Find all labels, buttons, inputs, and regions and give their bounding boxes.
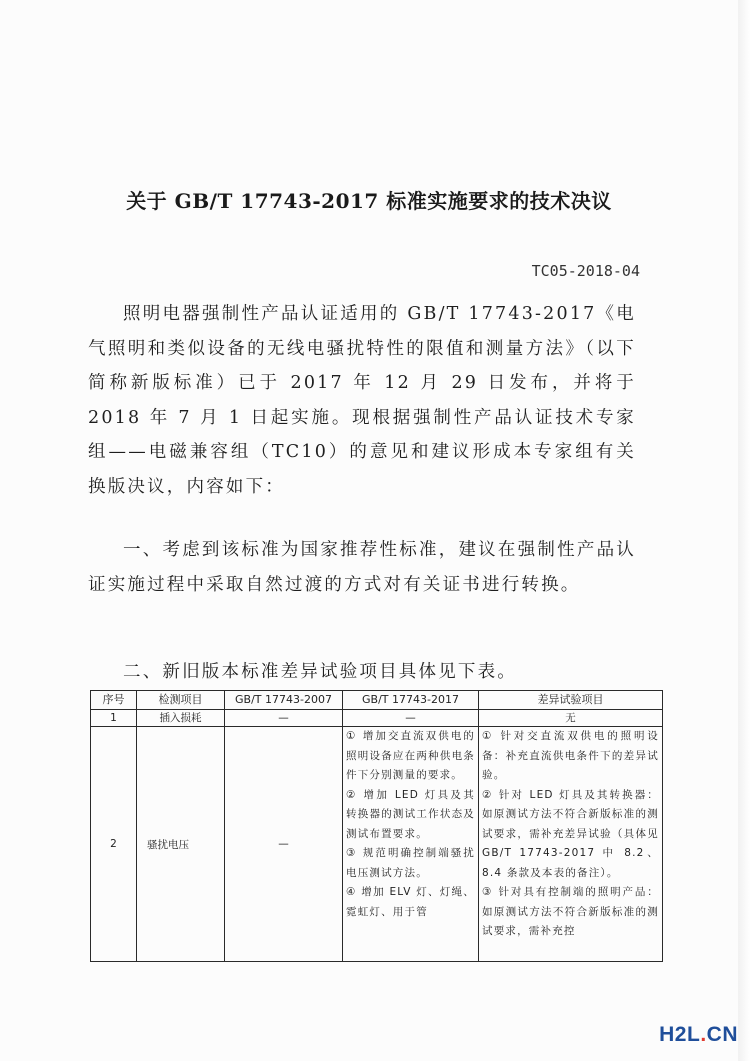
diff-test-2: ② 针对 LED 灯具及其转换器：如原测试方法不符合新版标准的测试要求，需补充差异试验（具体见 GB/T 17743-2017 中 8.2、8.4 条款及本表的备注）。 — [482, 788, 659, 879]
document-number: TC05-2018-04 — [531, 262, 640, 280]
header-new-standard: GB/T 17743-2017 — [343, 691, 479, 710]
new-change-2: ② 增加 LED 灯具及其转换器的测试工作状态及测试布置要求。 — [346, 788, 475, 840]
header-diff-tests: 差异试验项目 — [479, 691, 663, 710]
table-row — [91, 710, 663, 727]
new-change-3: ③ 规范明确控制端骚扰电压测试方法。 — [346, 847, 475, 879]
new-change-4: ④ 增加 ELV 灯、灯绳、霓虹灯、用于管 — [346, 886, 475, 918]
diff-test-1: ① 针对交直流双供电的照明设备：补充直流供电条件下的差异试验。 — [482, 730, 659, 781]
paragraph-intro: 照明电器强制性产品认证适用的 GB/T 17743-2017《电气照明和类似设备的无线电骚扰特性的限值和测量方法》（以下简称新版标准）已于 2017 年 12 月 29 日发布，并将于 2018 年 7 月 1 日起实施。现根据强制性产品认证技术专家组——电磁兼容组（TC10）的意见和建议形成本专家组有关换版决议，内容如下： — [88, 304, 636, 497]
paragraph-item-two: 二、新旧版本标准差异试验项目具体见下表。 — [123, 662, 517, 682]
cell-new — [343, 727, 479, 962]
header-no: 序号 — [91, 691, 137, 710]
cell-new: — — [343, 710, 479, 727]
cell-item: 插入损耗 — [137, 710, 225, 727]
header-old-standard: GB/T 17743-2007 — [225, 691, 343, 710]
cell-diff — [479, 727, 663, 962]
new-change-1: ① 增加交直流双供电的照明设备应在两种供电条件下分别测量的要求。 — [346, 730, 475, 781]
cell-old: — — [225, 710, 343, 727]
table-row — [91, 727, 663, 962]
cell-old: — — [225, 727, 343, 962]
difference-table — [90, 690, 663, 962]
document-title: 关于 GB/T 17743-2017 标准实施要求的技术决议 — [126, 189, 612, 213]
table-header-row — [91, 691, 663, 710]
cell-no: 2 — [91, 727, 137, 962]
watermark-dot: . — [700, 1023, 707, 1046]
watermark-brand: H2L — [659, 1023, 701, 1046]
watermark-suffix: CN — [706, 1023, 738, 1046]
diff-test-3: ③ 针对具有控制端的照明产品：如原测试方法不符合新版标准的测试要求，需补充控 — [482, 886, 659, 937]
site-watermark — [659, 1023, 738, 1047]
page-edge-shadow — [738, 0, 750, 1061]
cell-diff: 无 — [479, 710, 663, 727]
cell-item: 骚扰电压 — [137, 727, 225, 962]
header-item: 检测项目 — [137, 691, 225, 710]
cell-no: 1 — [91, 710, 137, 727]
paragraph-item-one: 一、考虑到该标准为国家推荐性标准，建议在强制性产品认证实施过程中采取自然过渡的方式对有关证书进行转换。 — [88, 540, 636, 595]
